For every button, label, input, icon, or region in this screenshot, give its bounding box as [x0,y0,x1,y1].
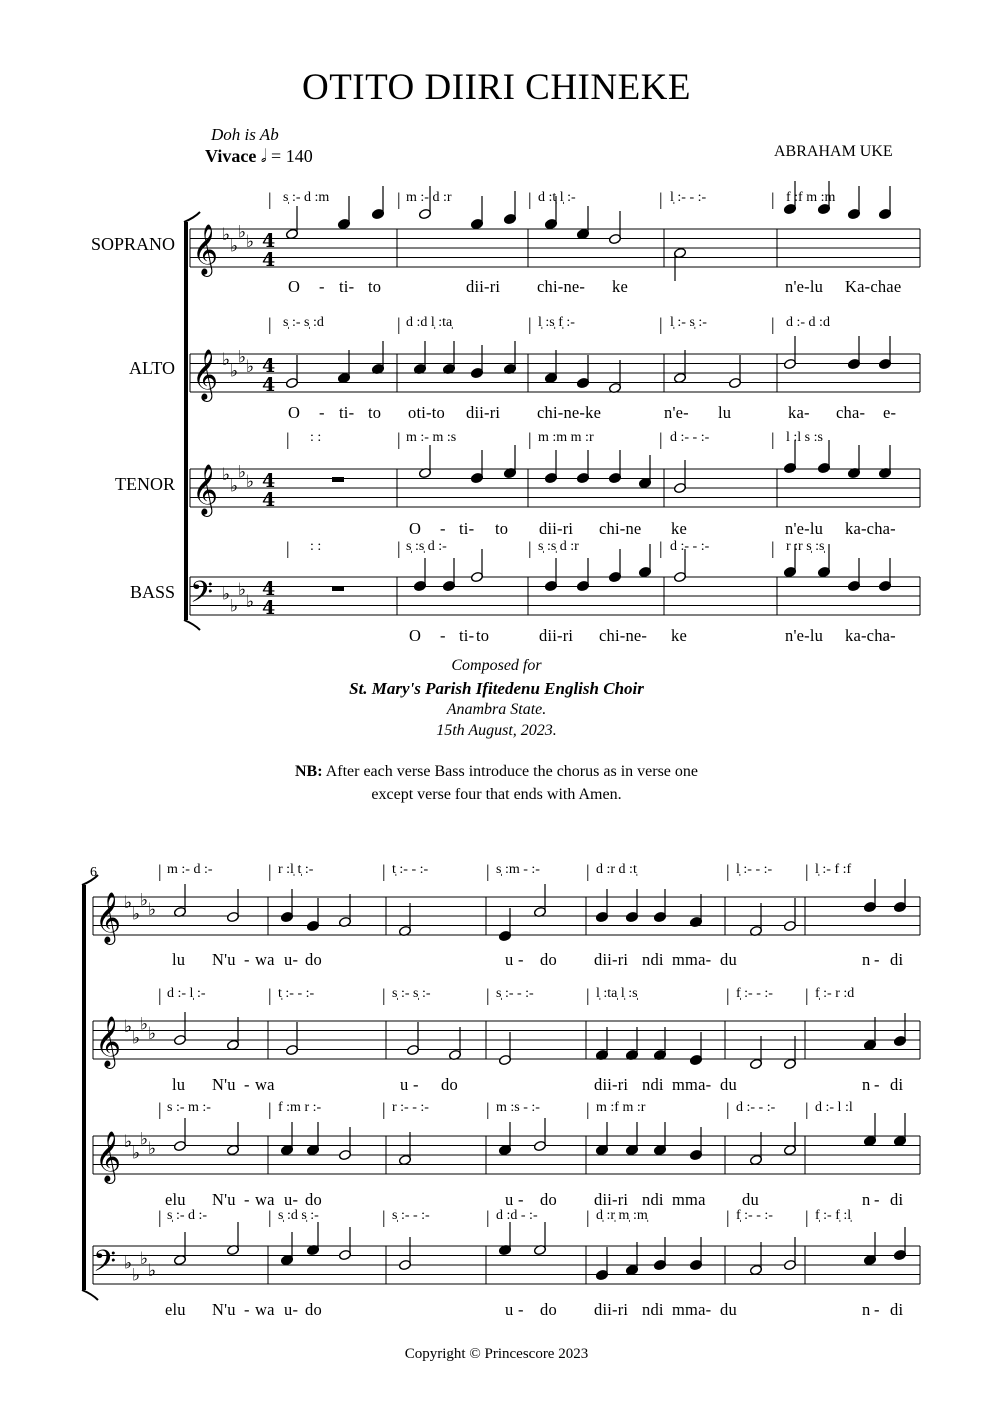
measure-number: 6 [90,865,97,880]
time-signature: 4 [262,230,276,252]
time-signature: 4 [262,374,276,396]
flat-icon: ♭ [238,347,247,368]
treble-clef-icon: 𝄞 [95,1016,122,1067]
whole-rest-icon [332,586,344,591]
part-label-soprano: SOPRANO [90,234,175,254]
flat-icon: ♭ [132,904,141,925]
time-signature: 4 [262,489,276,511]
performance-note-label: NB: [295,763,323,780]
flat-icon: ♭ [148,1138,157,1159]
flat-icon: ♭ [222,584,231,605]
flat-icon: ♭ [246,471,255,492]
half-note-icon: 𝅗𝅥 [260,146,267,166]
treble-clef-icon: 𝄞 [95,892,122,943]
part-label-bass: BASS [129,582,175,602]
treble-clef-icon: 𝄞 [192,349,219,400]
performance-note-line-2: except verse four that ends with Amen. [371,786,622,803]
score-title: OTITO DIIRI CHINEKE [301,67,692,108]
tempo-bpm: = 140 [271,146,313,166]
time-signature: 4 [262,355,276,377]
time-signature: 4 [262,597,276,619]
flat-icon: ♭ [124,892,133,913]
time-signature: 4 [262,470,276,492]
flat-icon: ♭ [246,231,255,252]
flat-icon: ♭ [238,462,247,483]
dedication-date: 15th August, 2023. [436,722,557,739]
dedication-line-1: Composed for [451,657,542,674]
flat-icon: ♭ [238,222,247,243]
flat-icon: ♭ [140,890,149,911]
flat-icon: ♭ [148,1260,157,1281]
flat-icon: ♭ [124,1016,133,1037]
flat-icon: ♭ [230,361,239,382]
key-signature-note: Doh is Ab [211,125,279,144]
part-label-alto: ALTO [128,358,175,378]
dedication-state: Anambra State. [446,701,547,718]
treble-clef-icon: 𝄞 [192,464,219,515]
whole-rest-icon [332,477,344,482]
flat-icon: ♭ [230,596,239,617]
treble-clef-icon: 𝄞 [192,224,219,275]
flat-icon: ♭ [124,1253,133,1274]
flat-icon: ♭ [140,1129,149,1150]
bass-clef-icon: 𝄢 [93,1245,117,1286]
flat-icon: ♭ [230,236,239,257]
performance-note-line-1 [0,763,993,781]
flat-icon: ♭ [140,1248,149,1269]
flat-icon: ♭ [238,579,247,600]
flat-icon: ♭ [148,899,157,920]
system-brace [184,620,200,630]
flat-icon: ♭ [140,1014,149,1035]
flat-icon: ♭ [222,464,231,485]
system-brace [82,1290,98,1300]
treble-clef-icon: 𝄞 [95,1131,122,1182]
copyright-notice: Copyright © Princescore 2023 [404,1346,589,1362]
flat-icon: ♭ [132,1143,141,1164]
flat-icon: ♭ [222,224,231,245]
tempo-word: Vivace [205,146,257,166]
composer-name: ABRAHAM UKE [774,143,893,160]
time-signature: 4 [262,249,276,271]
flat-icon: ♭ [246,356,255,377]
flat-icon: ♭ [124,1131,133,1152]
flat-icon: ♭ [132,1028,141,1049]
dedication-choir: St. Mary's Parish Ifitedenu English Choir [349,679,644,698]
flat-icon: ♭ [148,1023,157,1044]
time-signature: 4 [262,578,276,600]
flat-icon: ♭ [132,1265,141,1286]
flat-icon: ♭ [246,591,255,612]
system-brace [184,212,200,222]
performance-note-text-1: After each verse Bass introduce the chorus as in verse one [325,763,698,780]
bass-clef-icon: 𝄢 [190,576,214,617]
flat-icon: ♭ [222,349,231,370]
part-label-tenor: TENOR [115,474,175,494]
flat-icon: ♭ [230,476,239,497]
